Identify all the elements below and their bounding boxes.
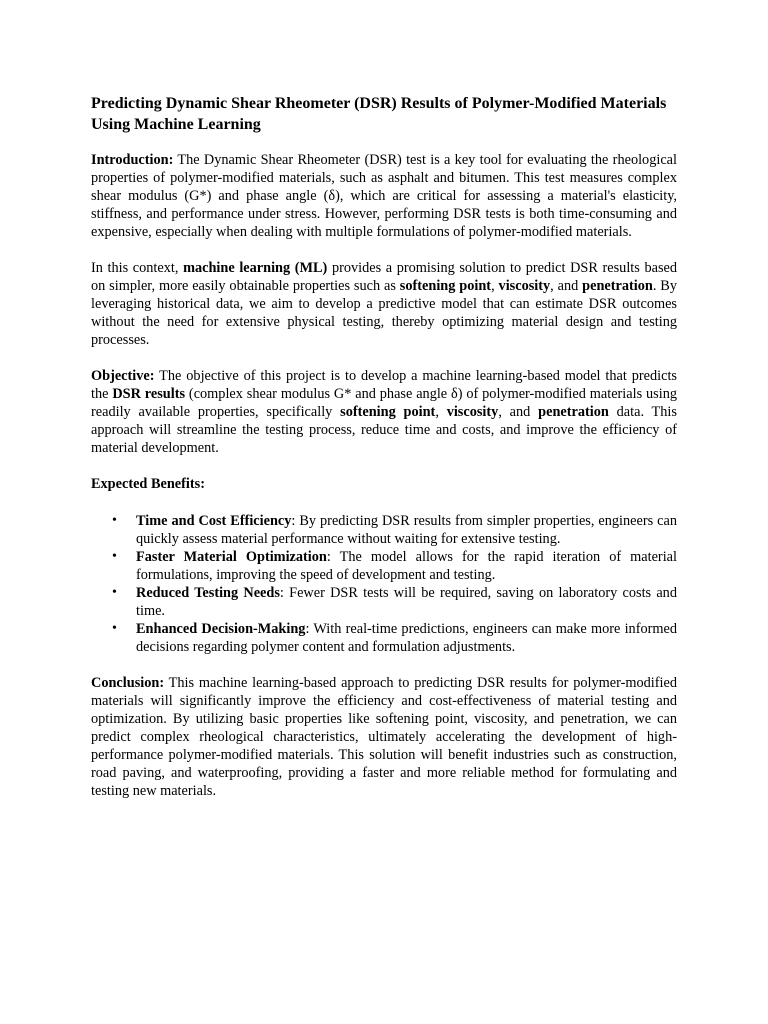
benefit-term: Reduced Testing Needs — [136, 585, 280, 601]
objective-text-1: The objective of this project is to develop a machine learning-based model that predicts the — [91, 368, 677, 402]
benefit-term: Time and Cost Efficiency — [136, 513, 292, 529]
objective-term-penetration: penetration — [538, 404, 609, 420]
bullet-icon: • — [112, 549, 117, 564]
benefit-term: Enhanced Decision-Making — [136, 621, 306, 637]
objective-paragraph — [91, 367, 677, 457]
objective-text-5: data. This approach will streamline the testing process, reduce time and costs, and improve the efficiency of material development. — [91, 404, 677, 456]
list-item — [112, 620, 677, 656]
benefits-list — [91, 512, 677, 656]
list-item — [112, 584, 677, 620]
document-title: Predicting Dynamic Shear Rheometer (DSR) Results of Polymer-Modified Materials Using Machine Learning — [91, 95, 667, 133]
context-text-3: , — [491, 278, 499, 294]
benefit-text: : By predicting DSR results from simpler properties, engineers can quickly assess material performance without waiting for extensive testing. — [136, 513, 677, 547]
objective-text-2: (complex shear modulus G* and phase angle δ) of polymer-modified materials using readily available properties, specifically — [91, 386, 678, 420]
benefits-heading: Expected Benefits: — [91, 476, 205, 492]
objective-term-dsr-results: DSR results — [112, 386, 186, 402]
introduction-text: The Dynamic Shear Rheometer (DSR) test is a key tool for evaluating the rheological properties of polymer-modified materials, such as asphalt and bitumen. This test measures complex shear modulus (G*) and phase angle (δ), which are critical for assessing a material's elasticity, stiffness, and performance under stress. However, performing DSR tests is both time-consuming and expensive, especially when dealing with multiple formulations of polymer-modified materials. — [91, 152, 677, 240]
introduction-paragraph — [91, 151, 677, 241]
objective-text-3: , — [435, 404, 447, 420]
context-text-2: provides a promising solution to predict DSR results based on simpler, more easily obtainable properties such as — [91, 260, 678, 294]
benefit-term: Faster Material Optimization — [136, 549, 327, 565]
introduction-label: Introduction: — [91, 152, 174, 168]
bullet-icon: • — [112, 621, 117, 636]
list-item — [112, 548, 677, 584]
context-paragraph — [91, 259, 677, 349]
conclusion-paragraph — [91, 674, 677, 800]
context-text-1: In this context, — [91, 260, 184, 276]
context-term-ml: machine learning (ML) — [183, 260, 328, 276]
benefit-text: : Fewer DSR tests will be required, saving on laboratory costs and time. — [136, 585, 677, 619]
context-term-penetration: penetration — [582, 278, 653, 294]
objective-text-4: , and — [498, 404, 539, 420]
conclusion-text: This machine learning-based approach to predicting DSR results for polymer-modified materials will significantly improve the efficiency and cost-effectiveness of material testing and optimization. By utilizing basic properties like softening point, viscosity, and penetration, we can predict complex rheological characteristics, ultimately accelerating the development of high-performance polymer-modified materials. This solution will benefit industries such as construction, road paving, and waterproofing, providing a faster and more reliable method for formulating and testing new materials. — [91, 675, 677, 799]
benefit-text: : With real-time predictions, engineers can make more informed decisions regarding polymer content and formulation adjustments. — [136, 621, 677, 655]
context-text-4: , and — [550, 278, 583, 294]
list-item — [112, 512, 677, 548]
context-term-viscosity: viscosity — [498, 278, 551, 294]
context-term-softening-point: softening point — [399, 278, 492, 294]
conclusion-label: Conclusion: — [91, 675, 165, 691]
context-text-5: . By leveraging historical data, we aim to develop a predictive model that can estimate DSR outcomes without the need for extensive physical testing, thereby optimizing material design and testing processes. — [91, 278, 677, 348]
objective-label: Objective: — [91, 368, 155, 384]
bullet-icon: • — [112, 513, 117, 528]
benefit-text: : The model allows for the rapid iteration of material formulations, improving the speed of development and testing. — [136, 549, 677, 583]
objective-term-softening-point: softening point — [340, 404, 436, 420]
objective-term-viscosity: viscosity — [446, 404, 499, 420]
bullet-icon: • — [112, 585, 117, 600]
